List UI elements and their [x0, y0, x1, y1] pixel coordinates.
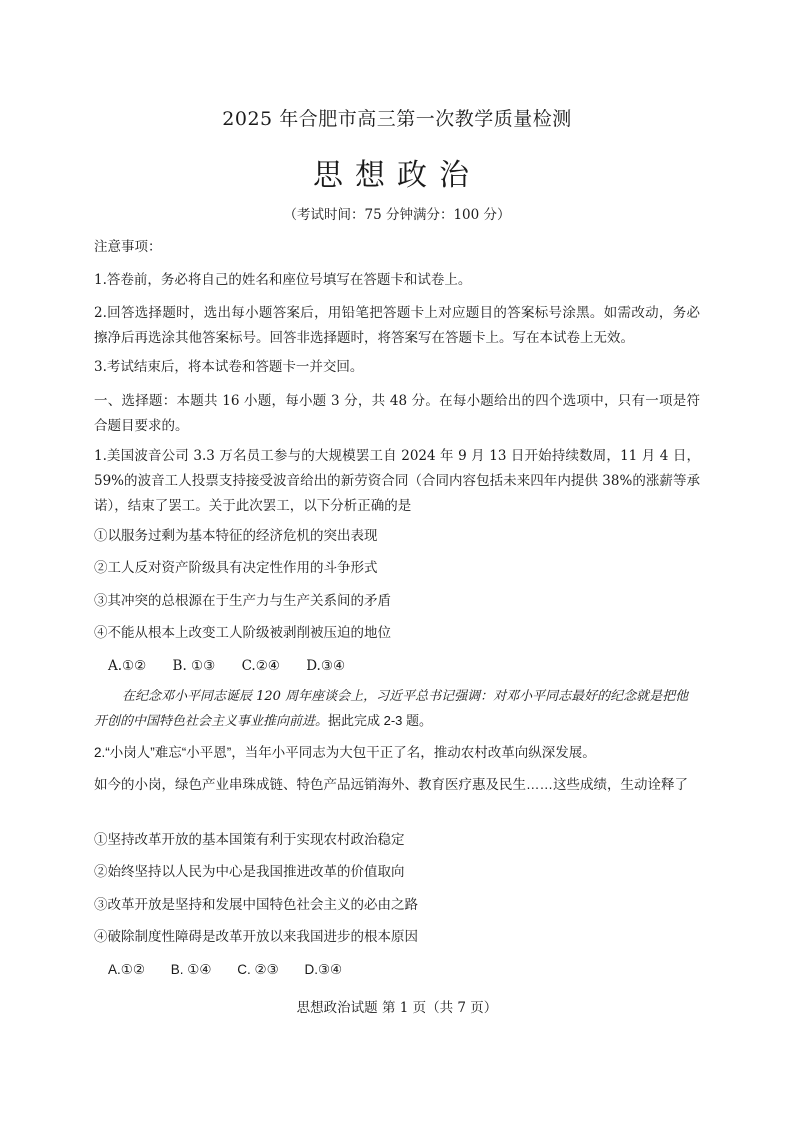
question-1-choice-b[interactable]: B. ①③: [172, 658, 216, 674]
exam-info: （考试时间：75 分钟满分：100 分）: [283, 207, 511, 223]
question-2-option-1: ①坚持改革开放的基本国策有利于实现农村政治稳定: [94, 832, 405, 848]
notice-heading: 注意事项：: [94, 239, 162, 255]
question-1-option-4: ④不能从根本上改变工人阶级被剥削被压迫的地位: [94, 625, 391, 641]
question-2-option-4: ④破除制度性障碍是改革开放以来我国进步的根本原因: [94, 929, 418, 945]
question-1-stem: 1.美国波音公司 3.3 万名员工参与的大规模罢工自 2024 年 9 月 13 日开始持续数周，11 月 4 日，59%的波音工人投票支持接受波音给出的新劳资合同（合同内容包括未来四年内提供 38%的涨薪等承诺），结束了罢工。关于此次罢工，以下分析正确的是: [94, 448, 700, 514]
question-1-option-1: ①以服务过剩为基本特征的经济危机的突出表现: [94, 528, 378, 544]
question-2-choices: [108, 958, 364, 981]
question-2-choice-d[interactable]: D.③④: [304, 962, 343, 977]
notice-item-1: 1.答卷前，务必将自己的姓名和座位号填写在答题卡和试卷上。: [94, 272, 472, 288]
question-2-choice-a[interactable]: A.①②: [108, 962, 145, 977]
notice-item-3: 3.考试结束后，将本试卷和答题卡一并交回。: [94, 359, 364, 375]
question-2-option-3: ③改革开放是坚持和发展中国特色社会主义的必由之路: [94, 897, 418, 913]
material-intro-text: 在纪念邓小平同志诞辰 120 周年座谈会上，习近平总书记强调：对邓小平同志最好的纪念就是把他开创的中国特色社会主义事业推向前进。: [94, 689, 689, 729]
question-2-line-1: 2.“小岗人”难忘“小平恩”，当年小平同志为大包干正了名，推动农村改革向纵深发展。: [94, 745, 596, 760]
notice-item-2: 2.回答选择题时，选出每小题答案后，用铅笔把答题卡上对应题目的答案标号涂黑。如需改动，务必擦净后再选涂其他答案标号。回答非选择题时，将答案写在答题卡上。写在本试卷上无效。: [94, 305, 700, 346]
question-1-choices: [108, 655, 367, 678]
exam-title: 2025 年合肥市高三第一次教学质量检测: [222, 108, 572, 130]
question-2-choice-c[interactable]: C. ②③: [237, 962, 279, 977]
material-intro-tail: 据此完成 2-3 题。: [328, 713, 433, 728]
section-heading: 一、选择题：本题共 16 小题，每小题 3 分，共 48 分。在每小题给出的四个选项中，只有一项是符合题目要求的。: [94, 393, 700, 434]
material-intro-2-3: [94, 685, 700, 734]
question-1-option-3: ③其冲突的总根源在于生产力与生产关系间的矛盾: [94, 593, 391, 609]
question-1-choice-c[interactable]: C.②④: [241, 658, 280, 674]
subject-title: 思想政治: [313, 158, 481, 193]
question-1-choice-a[interactable]: A.①②: [108, 658, 147, 674]
question-2-option-2: ②始终坚持以人民为中心是我国推进改革的价值取向: [94, 864, 405, 880]
question-1-option-2: ②工人反对资产阶级具有决定性作用的斗争形式: [94, 560, 378, 576]
question-1-choice-d[interactable]: D.③④: [306, 658, 346, 674]
page-footer: 思想政治试题 第 1 页（共 7 页）: [296, 1000, 498, 1016]
question-2-choice-b[interactable]: B. ①④: [170, 962, 212, 977]
question-2-line-2: 如今的小岗，绿色产业串珠成链、特色产品远销海外、教育医疗惠及民生……这些成绩，生动诠释了: [94, 777, 688, 792]
